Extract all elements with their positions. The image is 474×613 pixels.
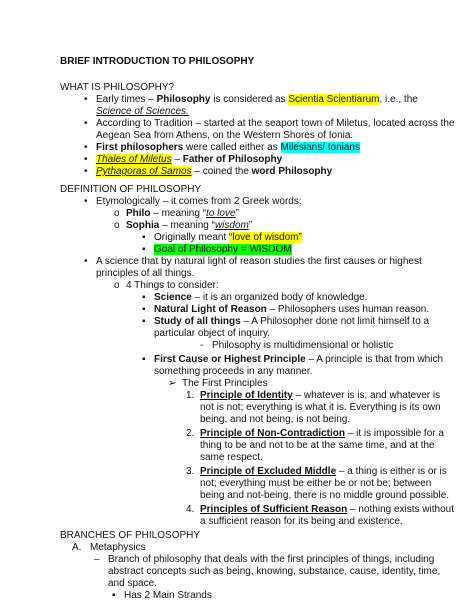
thing-natural-light (154, 304, 429, 316)
principle-non-contradiction-line2: thing to be and not to be at the same time, and at the (200, 440, 435, 451)
text-span: – Philosophers uses human reason. (266, 304, 430, 315)
principle-non-contradiction-line3: same respect. (200, 452, 263, 463)
text-span: – it is an organized body of knowledge. (191, 292, 368, 303)
text-span: Philosophy (156, 94, 211, 105)
text-span: Principle of Identity (200, 390, 293, 401)
square-marker: ▪ (142, 304, 146, 315)
text-span: – meaning “ (159, 220, 215, 231)
section-heading-definition: DEFINITION OF PHILOSOPHY (60, 184, 202, 195)
highlighted-text: Milesians/ Ionians (280, 142, 360, 153)
arrow-marker: ➢ (168, 378, 177, 389)
item-goal-of-philosophy (154, 244, 292, 256)
text-span: First philosophers (96, 142, 184, 153)
bullet-marker: • (84, 94, 88, 105)
text-span: Study of all things (154, 316, 241, 327)
text-span: word Philosophy (251, 166, 333, 177)
metaphysics-strands: Has 2 Main Strands (124, 590, 212, 601)
text-span: ” (235, 208, 239, 219)
text-span: – coined the (191, 166, 252, 177)
text-span: were called either as (183, 142, 281, 153)
bullet-first-philosophers (96, 142, 360, 154)
bullet-marker: • (84, 196, 88, 207)
thing-study-all-things (154, 316, 429, 328)
text-span: wisdom (214, 220, 249, 231)
science-of-sciences: Science of Sciences. (96, 106, 189, 117)
metaphysics-desc-line2: abstract concepts such as being, knowing, substance, cause, identity, time, (108, 566, 441, 577)
principle-sufficient-reason (200, 504, 454, 516)
principle-identity (200, 390, 440, 402)
bullet-early-times (96, 94, 418, 106)
highlighted-text: “love of wisdom” (229, 232, 302, 243)
text-span: Father of Philosophy (182, 154, 283, 165)
metaphysics-desc-line3: and space. (108, 578, 157, 589)
thing-study-all-things-line2: particular object of inquiry. (154, 328, 270, 339)
principle-excluded-middle (200, 466, 447, 478)
bullet-marker: • (84, 142, 88, 153)
text-span: – whatever is is; and whatever is (292, 390, 441, 401)
circle-marker: o (114, 280, 120, 291)
principle-non-contradiction (200, 428, 444, 440)
square-marker: ▪ (142, 292, 146, 303)
text-span: – it is impossible for a (345, 428, 444, 439)
bullet-marker: • (84, 256, 88, 267)
text-span: Principle of Non-Contradiction (200, 428, 345, 439)
item-philo (126, 208, 239, 220)
text-span: Principles of Sufficient Reason (200, 504, 348, 515)
bullet-tradition-line1: According to Tradition – started at the seaport town of Miletus, located across the (96, 118, 455, 129)
bullet-science-line1: A science that by natural light of reason studies the first causes or highest (96, 256, 422, 267)
bullet-pythagoras (96, 166, 332, 178)
item-originally-meant (154, 232, 302, 244)
dash-marker: - (200, 340, 204, 351)
section-heading-branches: BRANCHES OF PHILOSOPHY (60, 530, 201, 541)
text-span: – a thing is either is or is (336, 466, 447, 477)
text-span: – A Philosopher done not limit himself to a (240, 316, 430, 327)
highlighted-text: Scientia Scientiarum (288, 94, 380, 105)
principle-identity-line2: not is not; everything is what it is. Everything is its own (200, 402, 441, 413)
text-span: First Cause or Highest Principle (154, 354, 306, 365)
item-sophia (126, 220, 252, 232)
text-span: – (171, 154, 183, 165)
bullet-marker: • (84, 166, 88, 177)
text-span: – nothing exists without (347, 504, 454, 515)
metaphysics-desc-line1: Branch of philosophy that deals with the first principles of things, including (108, 554, 435, 565)
square-marker: ▪ (112, 590, 116, 601)
thing-first-cause-line2: something proceeds in any manner. (154, 366, 313, 377)
document-title: BRIEF INTRODUCTION TO PHILOSOPHY (60, 56, 255, 67)
bullet-marker: • (84, 118, 88, 129)
number-marker: 4. (186, 504, 195, 515)
bullet-tradition-line2: Aegean Sea from Athens, on the Western Shores of Ionia. (96, 130, 354, 141)
thing-first-cause (154, 354, 443, 366)
bullet-marker: • (84, 154, 88, 165)
item-first-principles: The First Principles (182, 378, 268, 389)
number-marker: 1. (186, 390, 195, 401)
text-span: Sophia (126, 220, 160, 231)
text-span: Originally meant (154, 232, 230, 243)
square-marker: ▪ (142, 354, 146, 365)
text-span: , i.e., the (379, 94, 418, 105)
text-span: Science (154, 292, 192, 303)
letter-marker: A. (72, 542, 82, 553)
text-span: ” (248, 220, 253, 231)
highlighted-text: Thales of Miletus (96, 154, 172, 165)
text-span: is considered as (210, 94, 289, 105)
item-multidimensional: Philosophy is multidimensional or holistic (212, 340, 394, 351)
text-span: Principle of Excluded Middle (200, 466, 337, 477)
highlighted-text: Pythagoras of Samos (96, 166, 192, 177)
text-span: – meaning “ (150, 208, 207, 219)
bullet-etymologically: Etymologically – it comes from 2 Greek words: (96, 196, 302, 207)
principle-excluded-middle-line2: not; everything must be either be or not be; between (200, 478, 432, 489)
number-marker: 2. (186, 428, 195, 439)
circle-marker: o (114, 208, 120, 219)
dash-marker: – (94, 554, 100, 565)
branch-metaphysics: Metaphysics (90, 542, 146, 553)
bullet-thales (96, 154, 282, 166)
item-four-things: 4 Things to consider: (126, 280, 219, 291)
square-marker: ▪ (142, 244, 146, 255)
text-span: – A principle is that from which (305, 354, 444, 365)
text-span: Philo (126, 208, 151, 219)
text-span: Early times – (96, 94, 157, 105)
text-span: Natural Light of Reason (154, 304, 267, 315)
principle-identity-line3: being, and not being, is not being. (200, 414, 351, 425)
section-heading-what-is: WHAT IS PHILOSOPHY? (60, 82, 175, 93)
circle-marker: o (114, 220, 120, 231)
thing-science (154, 292, 367, 304)
text-span: to love (206, 208, 236, 219)
square-marker: ▪ (142, 232, 146, 243)
square-marker: ▪ (142, 316, 146, 327)
principle-excluded-middle-line3: being and not-being, there is no middle ground possible. (200, 490, 450, 501)
principle-sufficient-reason-line2: a sufficient reason for its being and existence. (200, 516, 403, 527)
highlighted-text: Goal of Philosophy = WISDOM (154, 244, 292, 255)
bullet-science-line2: principles of all things. (96, 268, 195, 279)
number-marker: 3. (186, 466, 195, 477)
